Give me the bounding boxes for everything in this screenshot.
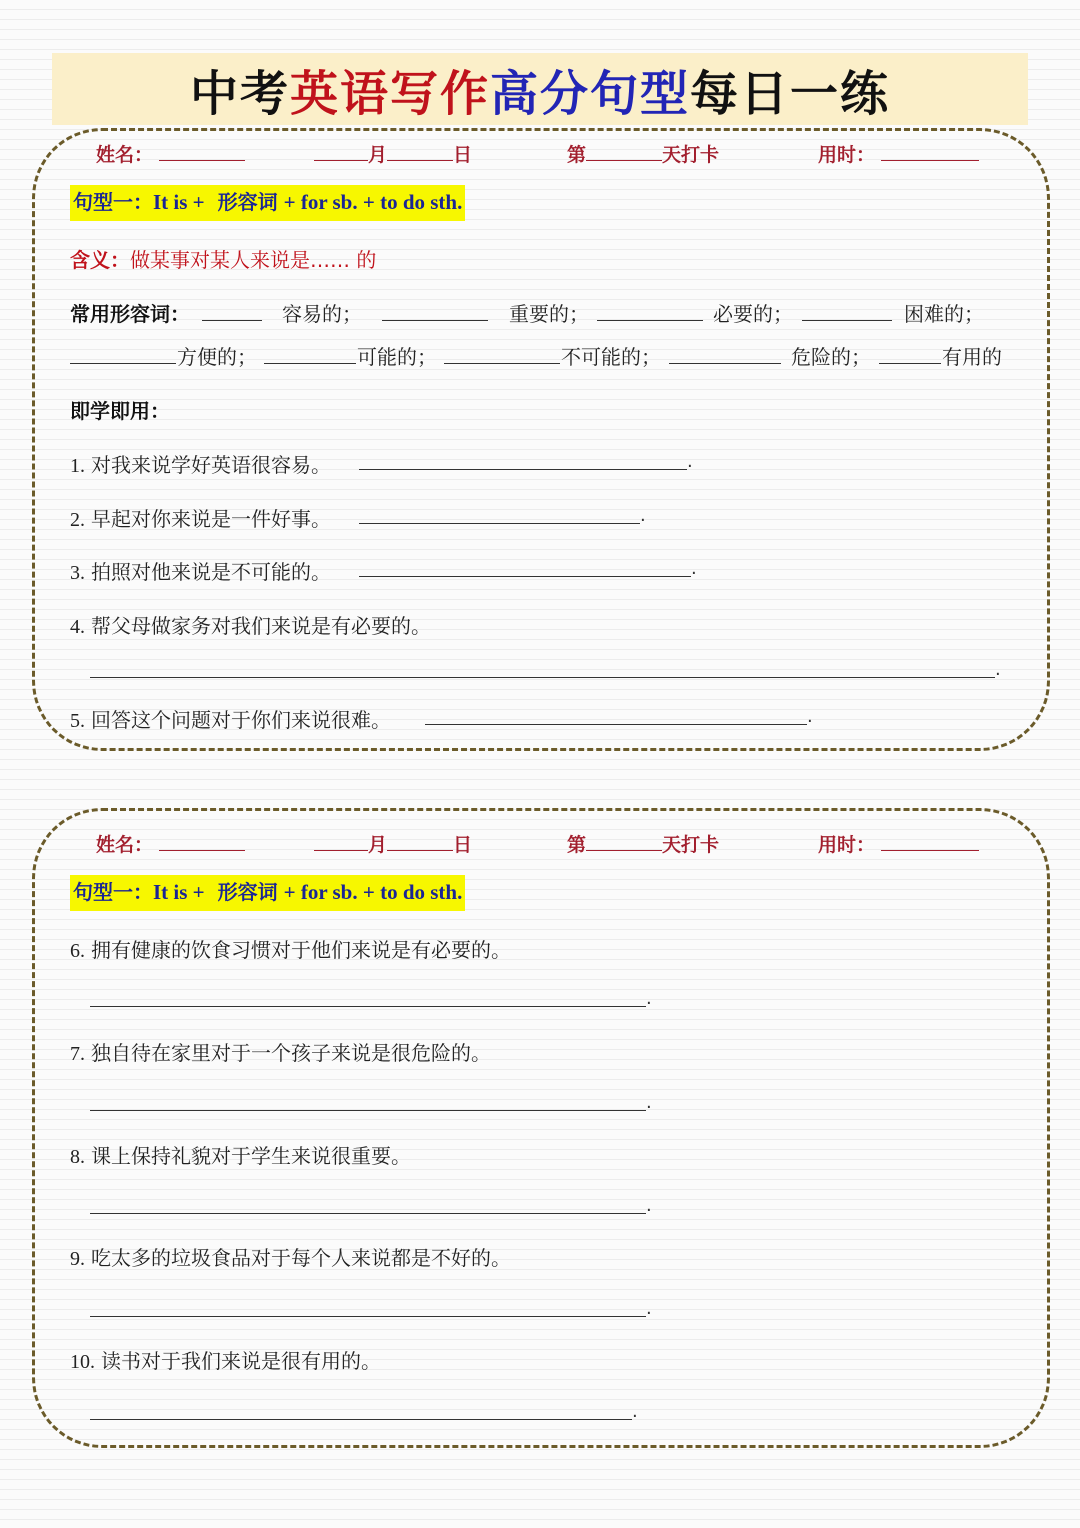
question-2	[70, 503, 331, 532]
day-prefix: 第	[567, 144, 587, 166]
adj-item-2: 重要的；	[509, 302, 589, 326]
worksheet-card-1	[32, 128, 1050, 751]
question-10	[70, 1345, 381, 1374]
answer-line-5[interactable]	[425, 724, 807, 725]
month-label: 月	[368, 834, 388, 856]
question-number: 10.	[70, 1351, 95, 1373]
time-label: 用时：	[818, 834, 876, 856]
answer-period: .	[646, 988, 652, 1009]
practice-label: 即学即用：	[70, 399, 170, 423]
answer-period: .	[687, 451, 693, 472]
date-field[interactable]	[314, 830, 472, 857]
question-text: 帮父母做家务对我们来说是有必要的。	[91, 614, 431, 638]
answer-period: .	[995, 659, 1001, 680]
question-1	[70, 449, 331, 478]
answer-period: .	[632, 1401, 638, 1422]
answer-line-9[interactable]	[90, 1316, 646, 1317]
month-label: 月	[368, 144, 388, 166]
answer-line-2[interactable]	[359, 523, 640, 524]
checkin-field[interactable]	[567, 830, 719, 857]
answer-line-3[interactable]	[359, 576, 691, 577]
question-9	[70, 1242, 511, 1271]
pattern-label: 句型一：	[73, 880, 153, 904]
adj-blank-7[interactable]	[444, 363, 560, 364]
answer-line-6[interactable]	[90, 1006, 646, 1007]
sentence-pattern	[70, 185, 465, 221]
question-text: 课上保持礼貌对于学生来说很重要。	[91, 1144, 411, 1168]
adj-item-7: 不可能的；	[561, 345, 661, 369]
name-field[interactable]	[96, 830, 245, 857]
question-7	[70, 1037, 491, 1066]
month-blank[interactable]	[314, 159, 368, 161]
time-field[interactable]	[818, 140, 979, 167]
question-text: 吃太多的垃圾食品对于每个人来说都是不好的。	[91, 1246, 511, 1270]
adj-item-1: 容易的；	[282, 302, 362, 326]
time-blank[interactable]	[881, 849, 979, 851]
name-blank[interactable]	[159, 159, 245, 161]
question-text: 读书对于我们来说是很有用的。	[101, 1349, 381, 1373]
checkin-blank[interactable]	[586, 159, 662, 161]
pattern-adj: 形容词	[217, 190, 278, 214]
answer-period: .	[646, 1298, 652, 1319]
question-text: 独自待在家里对于一个孩子来说是很危险的。	[91, 1041, 491, 1065]
day-prefix: 第	[567, 834, 587, 856]
title-part-1: 中考	[189, 65, 290, 122]
answer-line-7[interactable]	[90, 1110, 646, 1111]
month-blank[interactable]	[314, 849, 368, 851]
question-text: 回答这个问题对于你们来说很难。	[91, 708, 391, 732]
pattern-label: 句型一：	[73, 190, 153, 214]
answer-period: .	[646, 1092, 652, 1113]
name-blank[interactable]	[159, 849, 245, 851]
name-label: 姓名：	[96, 834, 154, 856]
name-field[interactable]	[96, 140, 245, 167]
sentence-pattern	[70, 875, 465, 911]
answer-period: .	[640, 505, 646, 526]
pattern-part-2: + for sb. + to do sth.	[283, 190, 463, 214]
answer-line-1[interactable]	[359, 469, 687, 470]
adjectives-label: 常用形容词：	[70, 302, 190, 326]
checkin-field[interactable]	[567, 140, 719, 167]
title-part-4: 每日一练	[690, 65, 891, 122]
pattern-part-2: + for sb. + to do sth.	[283, 880, 463, 904]
name-label: 姓名：	[96, 144, 154, 166]
question-text: 拍照对他来说是不可能的。	[91, 560, 331, 584]
question-6	[70, 934, 511, 963]
title-part-3: 高分句型	[490, 65, 691, 122]
day-suffix: 天打卡	[662, 144, 720, 166]
answer-line-8[interactable]	[90, 1213, 646, 1214]
adj-item-9: 有用的	[942, 345, 1002, 369]
day-suffix: 天打卡	[662, 834, 720, 856]
question-number: 5.	[70, 710, 85, 732]
question-text: 早起对你来说是一件好事。	[91, 507, 331, 531]
meaning-line	[70, 244, 376, 273]
question-number: 8.	[70, 1146, 85, 1168]
meaning-text: 做某事对某人来说是…… 的	[130, 248, 377, 272]
adj-blank-2[interactable]	[382, 320, 488, 321]
answer-period: .	[807, 706, 813, 727]
adj-item-8: 危险的；	[791, 345, 871, 369]
question-3	[70, 556, 331, 585]
question-8	[70, 1140, 411, 1169]
adj-blank-8[interactable]	[669, 363, 781, 364]
answer-period: .	[691, 558, 697, 579]
answer-period: .	[646, 1195, 652, 1216]
day-label: 日	[453, 144, 473, 166]
day-label: 日	[453, 834, 473, 856]
question-number: 9.	[70, 1248, 85, 1270]
adj-item-5: 方便的；	[177, 345, 257, 369]
meaning-label: 含义：	[70, 248, 130, 272]
adj-blank-6[interactable]	[264, 363, 356, 364]
adj-blank-5[interactable]	[70, 363, 176, 364]
title-part-2: 英语写作	[289, 65, 490, 122]
time-field[interactable]	[818, 830, 979, 857]
pattern-adj: 形容词	[217, 880, 278, 904]
adj-blank-9[interactable]	[879, 363, 941, 364]
pattern-part-1: It is +	[153, 190, 205, 214]
page-title	[52, 53, 1028, 125]
question-5	[70, 704, 391, 733]
day-blank[interactable]	[387, 159, 453, 161]
question-text: 对我来说学好英语很容易。	[91, 453, 331, 477]
question-number: 1.	[70, 455, 85, 477]
pattern-part-1: It is +	[153, 880, 205, 904]
adj-blank-1[interactable]	[202, 320, 262, 321]
answer-line-10[interactable]	[90, 1419, 632, 1420]
answer-line-4[interactable]	[90, 677, 995, 678]
question-text: 拥有健康的饮食习惯对于他们来说是有必要的。	[91, 938, 511, 962]
question-4	[70, 610, 431, 639]
adj-item-6: 可能的；	[357, 345, 437, 369]
adj-blank-3[interactable]	[597, 320, 703, 321]
question-number: 7.	[70, 1043, 85, 1065]
adj-blank-4[interactable]	[802, 320, 892, 321]
time-label: 用时：	[818, 144, 876, 166]
checkin-blank[interactable]	[586, 849, 662, 851]
adj-item-3: 必要的；	[713, 302, 793, 326]
question-number: 4.	[70, 616, 85, 638]
time-blank[interactable]	[881, 159, 979, 161]
date-field[interactable]	[314, 140, 472, 167]
question-number: 6.	[70, 940, 85, 962]
question-number: 3.	[70, 562, 85, 584]
adj-item-4: 困难的；	[904, 302, 984, 326]
day-blank[interactable]	[387, 849, 453, 851]
question-number: 2.	[70, 509, 85, 531]
